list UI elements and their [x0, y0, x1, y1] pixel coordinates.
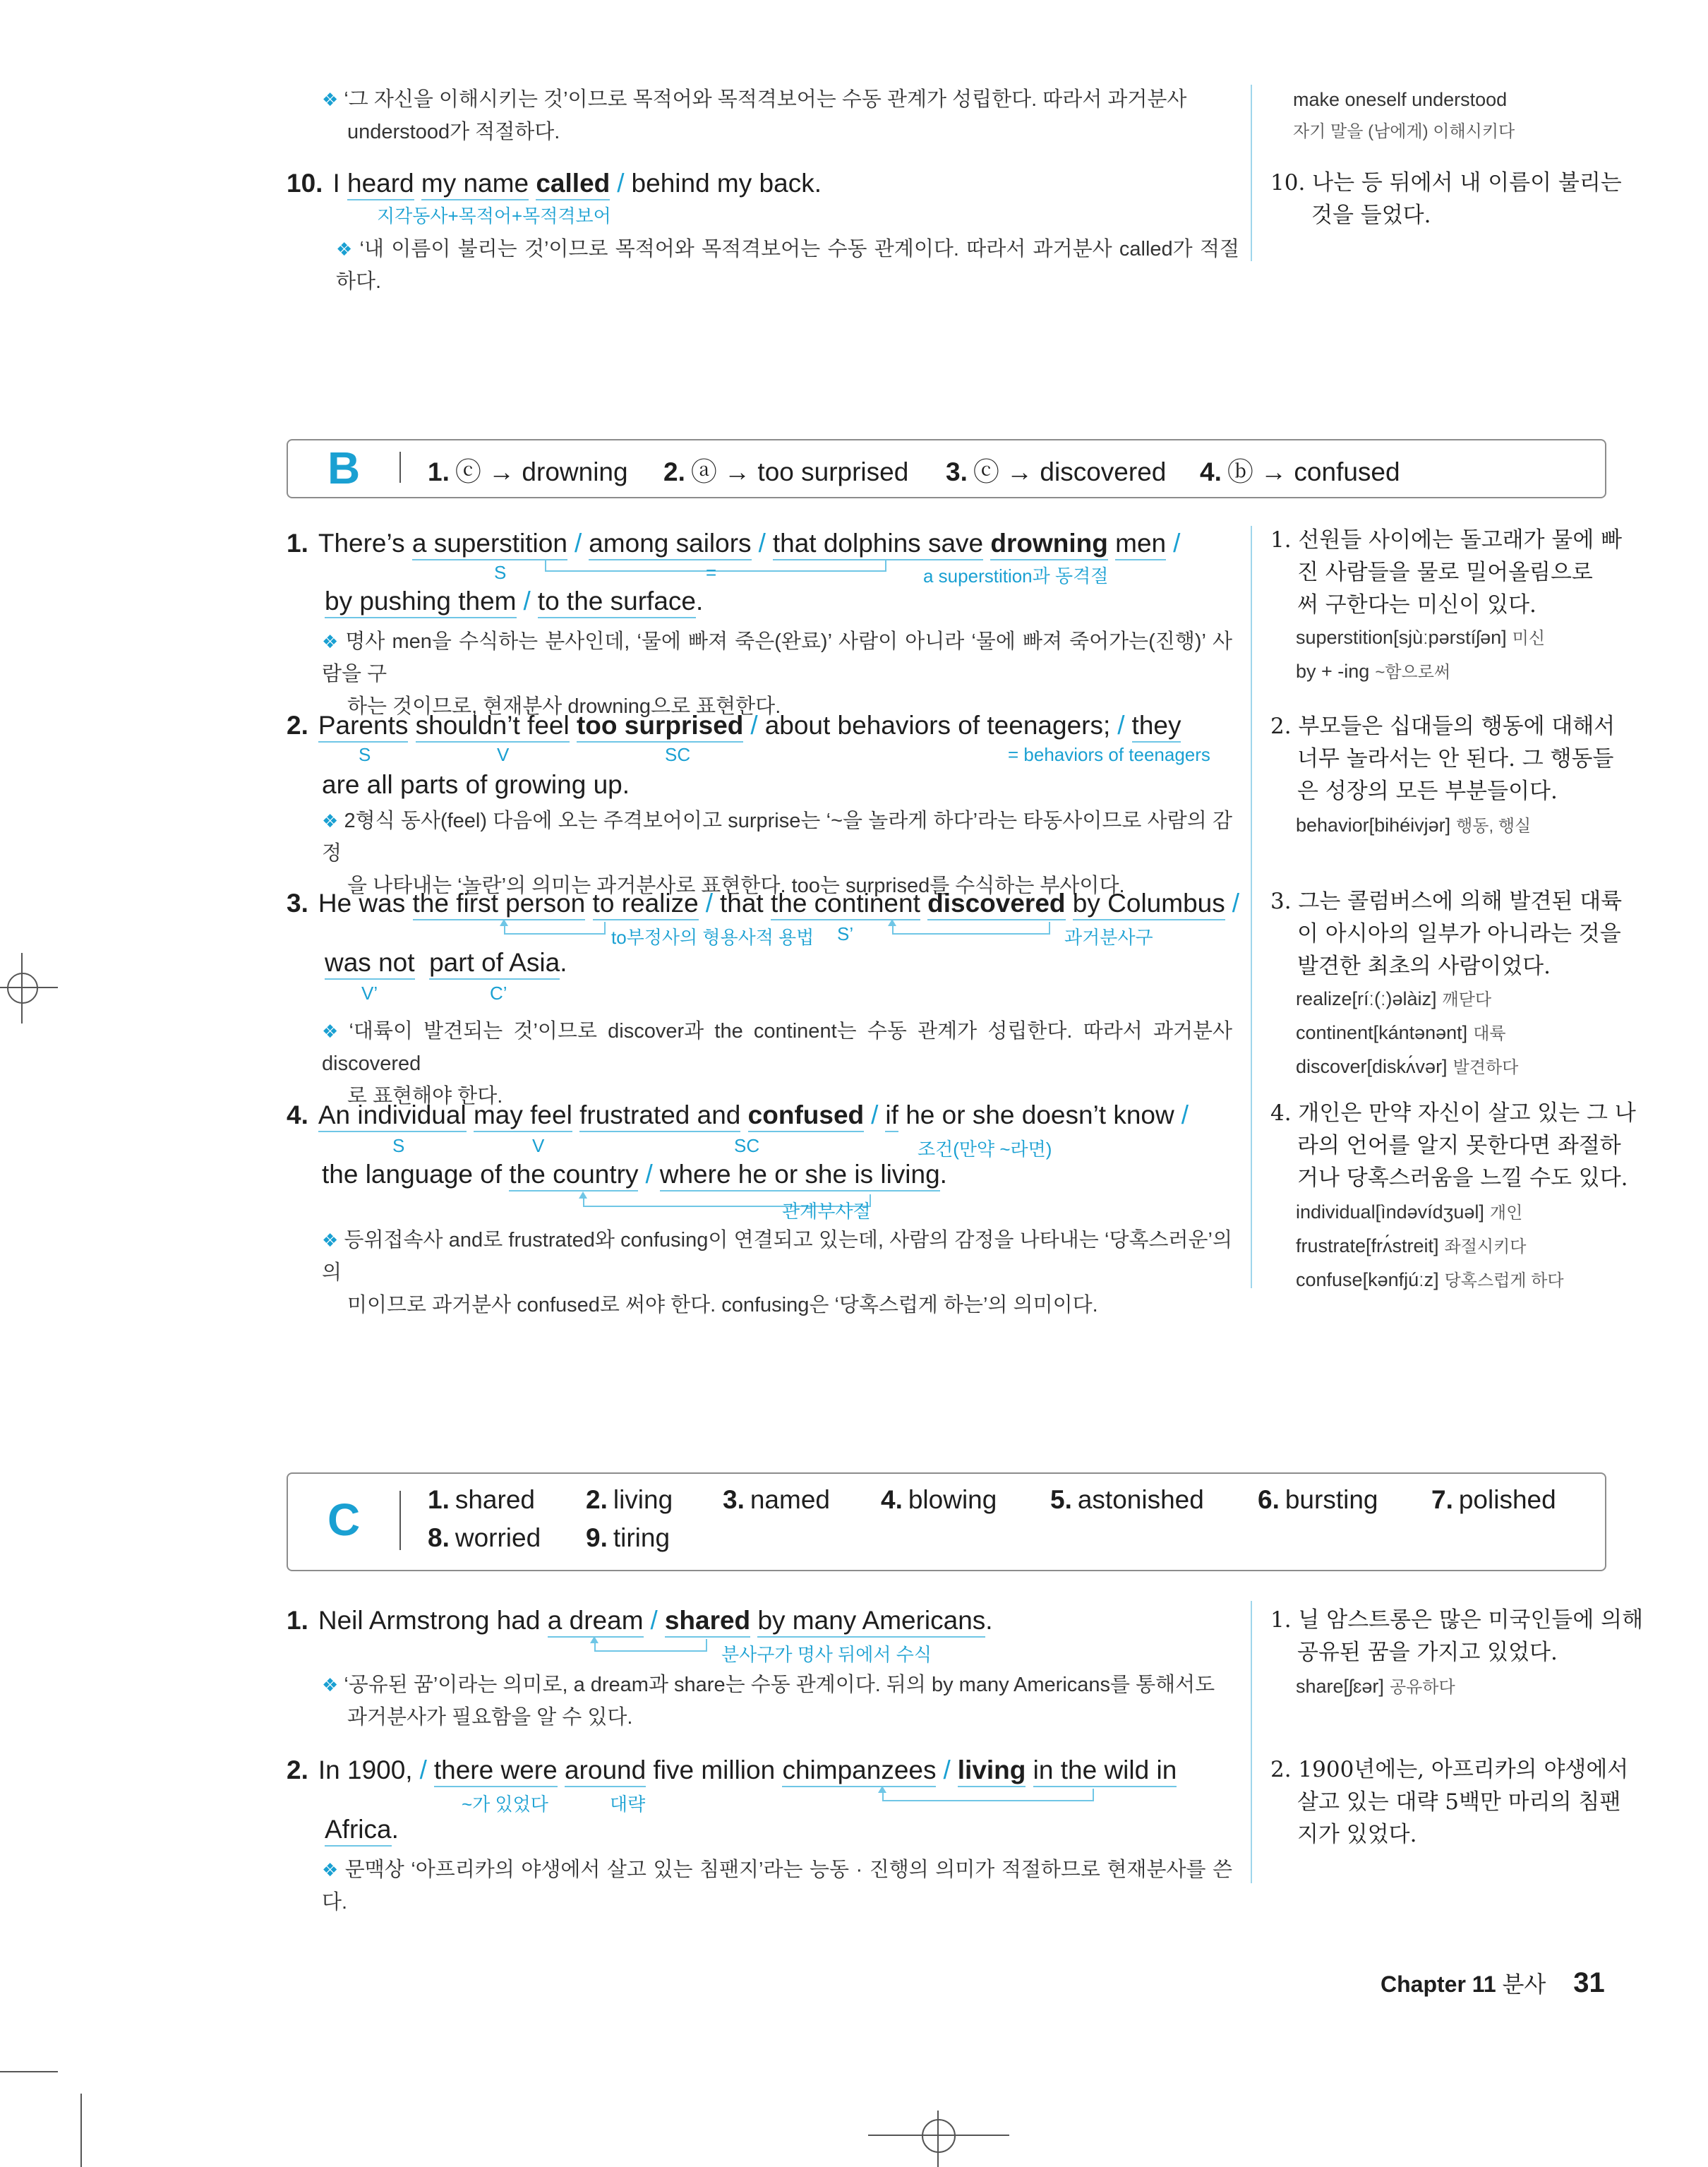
label-s2: S’	[837, 923, 854, 944]
b-translation-2: 2. 부모들은 십대들의 행동에 대해서 너무 놀라서는 안 된다. 그 행동들 은 성장의 모든 부분들이다.	[1270, 714, 1616, 804]
note-9: ❖ ‘그 자신을 이해시키는 것’이므로 목적어와 목적격보어는 수동 관계가 성립한다. 따라서 과거분사 understood가 적절하다.	[322, 88, 1187, 143]
answer-b-1: 1. ⓒ → drowning	[428, 457, 628, 486]
label-c2: C’	[490, 983, 507, 1004]
crop-mark	[80, 2094, 82, 2167]
b-sentence-4-cont: the language of the country / where he or she is living.	[322, 1153, 947, 1196]
answer-c-2: 2. living	[586, 1485, 673, 1514]
b-vocab-1: superstition[sjùːpərstíʃən] 미신 by + -ing ~함으로써	[1296, 627, 1546, 682]
answer-c-7: 7. polished	[1431, 1485, 1556, 1514]
column-divider	[1251, 1601, 1252, 1883]
answer-c-8: 8. worried	[428, 1523, 541, 1552]
b-sentence-1-cont: by pushing them / to the surface.	[325, 580, 703, 623]
b-note-2: ❖ 2형식 동사(feel) 다음에 오는 주격보어이고 surprise는 ‘~을 놀라게 하다’라는 타동사이므로 사람의 감정 을 나타내는 ‘놀란’의 의미는 과거분사로 표현한다. too는 surprised를 수식하는 부사이다.	[322, 810, 1232, 897]
box-separator	[399, 1491, 401, 1550]
label-condition: 조건(만약 ~라면)	[918, 1139, 1052, 1160]
modifier-bracket	[594, 1639, 707, 1652]
c-sentence-2: 2. In 1900, / there were around five million chimpanzees / living in the wild in	[287, 1749, 1177, 1791]
label-s: S	[359, 744, 371, 765]
column-divider	[1251, 526, 1252, 1288]
b-sentence-4: 4. An individual may feel frustrated and confused / if he or she doesn’t know /	[287, 1094, 1196, 1136]
page-footer	[1381, 1967, 1605, 1999]
label-s: S	[392, 1135, 405, 1156]
label-participle: 과거분사구	[1064, 927, 1153, 948]
b-vocab-3: realize[ríː(ː)əlàiz] 깨닫다 continent[kántənənt] 대륙 discover[diskʌ́vər] 발견하다	[1296, 988, 1519, 1077]
label-relative: a superstition과 동격절	[923, 565, 1109, 587]
b-note-1: ❖ 명사 men을 수식하는 분사인데, ‘물에 빠져 죽은(완료)’ 사람이 아니라 ‘물에 빠져 죽어가는(진행)’ 사람을 구 하는 것이므로, 현재분사 drowning으로 표현한다.	[322, 630, 1232, 718]
b-sentence-3-cont: was not part of Asia.	[325, 942, 567, 984]
label-v2: V’	[361, 983, 378, 1004]
label-sc: SC	[734, 1135, 760, 1156]
c-note-1: ❖ ‘공유된 꿈’이라는 의미로, a dream과 share는 수동 관계이다. 뒤의 by many Americans를 통해서도 과거분사가 필요함을 알 수 있다.	[322, 1674, 1215, 1729]
answer-b-4: 4. ⓑ → confused	[1200, 457, 1400, 486]
note-10: ❖ ‘내 이름이 불리는 것’이므로 목적어와 목적격보어는 수동 관계이다. 따라서 과거분사 called가 적절하다.	[336, 238, 1239, 293]
label-s: S	[494, 562, 507, 583]
vocab-9	[1293, 83, 1515, 148]
diamond-bullet-icon: ❖	[322, 89, 339, 110]
label-relative-adverb: 관계부사절	[782, 1201, 871, 1222]
diamond-bullet-icon: ❖	[322, 1674, 339, 1695]
answer-c-3: 3. named	[723, 1485, 830, 1514]
b-sentence-1: 1. There’s a superstition / among sailors / that dolphins save drowning men /	[287, 522, 1187, 565]
b-translation-4: 4. 개인은 만약 자신이 살고 있는 그 나 라의 언어를 알지 못한다면 좌절하 거나 당혹스러움을 느낄 수도 있다.	[1270, 1100, 1636, 1191]
modifier-bracket	[892, 922, 1050, 935]
box-separator	[399, 452, 401, 483]
answer-b-3: 3. ⓒ → discovered	[946, 457, 1167, 486]
modifier-bracket	[882, 1789, 1094, 1801]
answer-c-5: 5. astonished	[1050, 1485, 1204, 1514]
c-translation-1: 1. 닐 암스트롱은 많은 미국인들에 의해 공유된 꿈을 가지고 있었다.	[1270, 1607, 1644, 1665]
label-there-were: ~가 있었다	[462, 1794, 548, 1815]
label-v: V	[497, 744, 510, 765]
diamond-bullet-icon: ❖	[336, 239, 354, 260]
b-translation-1: 1. 선원들 사이에는 돌고래가 물에 빠 진 사람들을 물로 밀어올림으로 써 구한다는 미신이 있다.	[1270, 527, 1623, 618]
translation-10: 10. 나는 등 뒤에서 내 이름이 불리는 것을 들었다.	[1270, 170, 1622, 228]
b-sentence-3: 3. He was the first person to realize / that the continent discovered by Columbus /	[287, 882, 1246, 925]
chapter-title: 분사	[1502, 1971, 1546, 1997]
answer-c-9: 9. tiring	[586, 1523, 670, 1552]
b-vocab-2: behavior[bihéivjər] 행동, 행실	[1296, 815, 1532, 836]
label-infinitive: to부정사의 형용사적 용법	[611, 927, 814, 948]
b-vocab-4: individual[ìndəvídʒuəl] 개인 frustrate[frʌ́streit] 좌절시키다 confuse[kənfjúːz] 당혹스럽게 하다	[1296, 1201, 1564, 1290]
diamond-bullet-icon: ❖	[322, 1859, 339, 1880]
crop-mark	[0, 2071, 58, 2072]
label-around: 대략	[610, 1794, 646, 1815]
b-note-3: ❖ ‘대륙이 발견되는 것’이므로 discover과 the continent는 수동 관계가 성립한다. 따라서 과거분사 discovered 로 표현해야 한다.	[322, 1020, 1233, 1107]
label-v: V	[532, 1135, 545, 1156]
c-sentence-2-cont: Africa.	[325, 1808, 399, 1851]
c-vocab-1: share[ʃɛər] 공유하다	[1296, 1676, 1455, 1697]
label-eq: = behaviors of teenagers	[1008, 744, 1210, 765]
vocab-word: make oneself understood	[1293, 89, 1508, 110]
c-translation-2: 2. 1900년에는, 아프리카의 야생에서 살고 있는 대략 5백만 마리의 침팬 지가 있었다.	[1270, 1757, 1629, 1847]
label-10: 지각동사+목적어+목적격보어	[377, 205, 611, 227]
section-letter-c: C	[327, 1494, 361, 1545]
answer-c-1: 1. shared	[428, 1485, 535, 1514]
b-note-4: ❖ 등위접속사 and로 frustrated와 confusing이 연결되고 있는데, 사람의 감정을 나타내는 ‘당혹스러운’의 의 미이므로 과거분사 confused로 써야 한다. confusing은 ‘당혹스럽게 하는’의 의미이다.	[322, 1229, 1233, 1316]
answer-c-4: 4. blowing	[881, 1485, 997, 1514]
diamond-bullet-icon: ❖	[322, 810, 339, 832]
section-letter-b: B	[327, 443, 361, 493]
label-eq: =	[706, 562, 717, 583]
b-sentence-2-cont: are all parts of growing up.	[322, 770, 630, 799]
diamond-bullet-icon: ❖	[322, 1021, 344, 1042]
chapter-label: Chapter 11	[1381, 1971, 1496, 1997]
column-divider	[1251, 85, 1252, 261]
label-sc: SC	[665, 744, 691, 765]
modifier-bracket	[504, 922, 606, 935]
sentence-10: 10. I heard my name called / behind my back.	[287, 162, 822, 205]
diamond-bullet-icon: ❖	[322, 1230, 339, 1251]
vocab-meaning: 자기 말을 (남에게) 이해시키다	[1293, 122, 1515, 141]
diamond-bullet-icon: ❖	[322, 631, 340, 652]
answer-c-6: 6. bursting	[1258, 1485, 1378, 1514]
page-number: 31	[1573, 1967, 1605, 1998]
registration-circle-icon	[922, 2119, 956, 2153]
answer-b-2: 2. ⓐ → too surprised	[663, 457, 909, 486]
registration-circle-icon	[7, 973, 38, 1004]
label-participle-phrase: 분사구가 명사 뒤에서 수식	[721, 1644, 932, 1665]
b-sentence-2: 2. Parents shouldn’t feel too surprised / about behaviors of teenagers; / they	[287, 704, 1181, 747]
c-note-2: ❖ 문맥상 ‘아프리카의 야생에서 살고 있는 침팬지’라는 능동 · 진행의 의미가 적절하므로 현재분사를 쓴다.	[322, 1859, 1232, 1914]
b-translation-3: 3. 그는 콜럼버스에 의해 발견된 대륙 이 아시아의 일부가 아니라는 것을 발견한 최초의 사람이었다.	[1270, 889, 1623, 979]
c-sentence-1: 1. Neil Armstrong had a dream / shared by many Americans.	[287, 1599, 993, 1642]
